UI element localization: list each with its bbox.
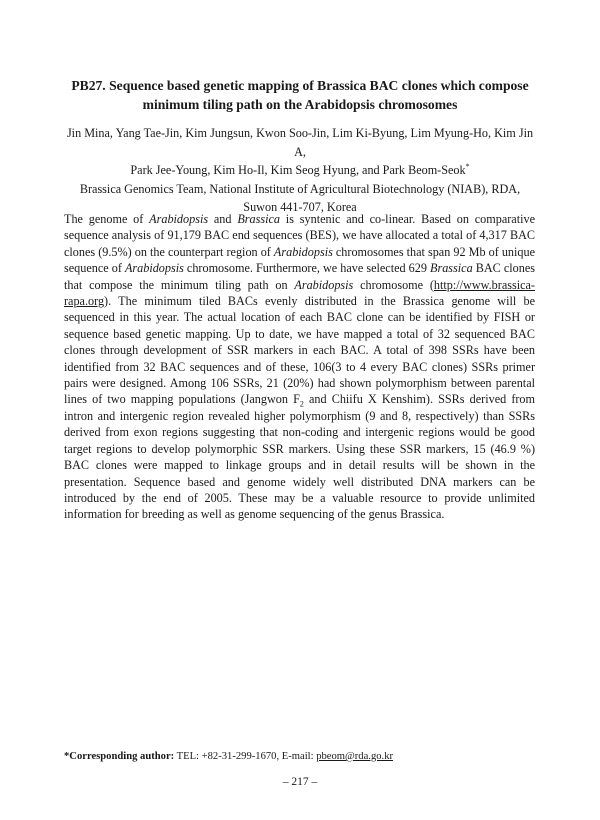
abstract-text: BAC clones that compose the minimum tiling path on bbox=[64, 261, 535, 292]
footnote-label: *Corresponding author: bbox=[64, 751, 175, 762]
subscript: 2 bbox=[299, 399, 304, 409]
species-name: Arabidopsis bbox=[273, 244, 333, 259]
authors-line-2 bbox=[60, 161, 540, 180]
title-line-2: minimum tiling path on the Arabidopsis chromosomes bbox=[142, 97, 458, 112]
email-link[interactable]: pbeom@rda.go.kr bbox=[316, 751, 394, 762]
species-name: Arabidopsis bbox=[294, 277, 354, 292]
abstract-text: ). The minimum tiled BACs evenly distributed in the Brassica genome will be sequenced in this year. The actual location of each BAC clone can be identified by FISH or sequence based genetic mapping. Up to date, we have mapped a total of 32 sequenced BAC clones through development of SSR markers in each BAC. A total of 398 SSRs have been identified from 32 BAC sequences and of these, 106(3 to 4 every BAC clones) SSRs primer pairs were designed. Among 106 SSRs, 21 (20%) had shown polymorphism between parental lines of two mapping populations (Jangwon F bbox=[64, 294, 535, 407]
abstract-text: The genome of bbox=[64, 212, 150, 226]
species-name: Arabidopsis bbox=[149, 212, 209, 226]
species-name: Brassica bbox=[237, 212, 280, 226]
corresponding-author-mark: * bbox=[465, 161, 470, 171]
authors-line-2-text: Park Jee-Young, Kim Ho-Il, Kim Seog Hyung, and Park Beom-Seok bbox=[130, 163, 466, 177]
page-number: – 217 – bbox=[282, 776, 318, 788]
affiliation-line-2: Suwon 441-707, Korea bbox=[243, 200, 357, 214]
abstract-text: is syntenic and co-linear. Based on comparative sequence analysis of 91,179 BAC end sequences (BES), we have allocated a total of 4,317 BAC clones (9.5%) on the counterpart region of bbox=[64, 212, 535, 259]
website-link[interactable]: http://www.brassica-rapa.org bbox=[64, 277, 535, 309]
abstract-text: chromosome ( bbox=[353, 277, 434, 292]
title-line-1: PB27. Sequence based genetic mapping of Brassica BAC clones which compose bbox=[71, 78, 529, 93]
footnote-contact: TEL: +82-31-299-1670, E-mail: bbox=[174, 751, 317, 762]
authors-line-1: Jin Mina, Yang Tae-Jin, Kim Jungsun, Kwon Soo-Jin, Lim Ki-Byung, Lim Myung-Ho, Kim Jin A, bbox=[66, 126, 534, 159]
abstract-text: chromosomes that span 92 Mb of unique sequence of bbox=[64, 244, 535, 276]
species-name: Brassica bbox=[430, 261, 473, 276]
abstract-text: and Chiifu X Kenshim). SSRs derived from intron and intergenic region revealed higher polymorphism (9 and 8, respectively) than SSRs derived from exon regions suggesting that non-coding and intergenic regions would be good target regions to develop polymorphic SSR markers. Using these SSR markers, 15 (46.9 %) BAC clones were mapped to linkage groups and in detail results will be shown in the presentation. Sequence based and genome widely well distributed DNA markers can be introduced by the end of 2005. These may be a valuable resource to provide unlimited information for breeding as well as genome sequencing of the genus Brassica. bbox=[64, 392, 536, 522]
abstract-text: and bbox=[208, 212, 238, 226]
abstract-text: chromosome. Furthermore, we have selected 629 bbox=[183, 261, 430, 276]
corresponding-author-footnote bbox=[64, 750, 544, 764]
affiliation-line-1: Brassica Genomics Team, National Institute of Agricultural Biotechnology (NIAB), RDA, bbox=[79, 181, 521, 196]
paper-title bbox=[60, 76, 540, 114]
abstract-body bbox=[64, 211, 535, 523]
author-block bbox=[60, 124, 540, 217]
species-name: Arabidopsis bbox=[124, 261, 184, 276]
